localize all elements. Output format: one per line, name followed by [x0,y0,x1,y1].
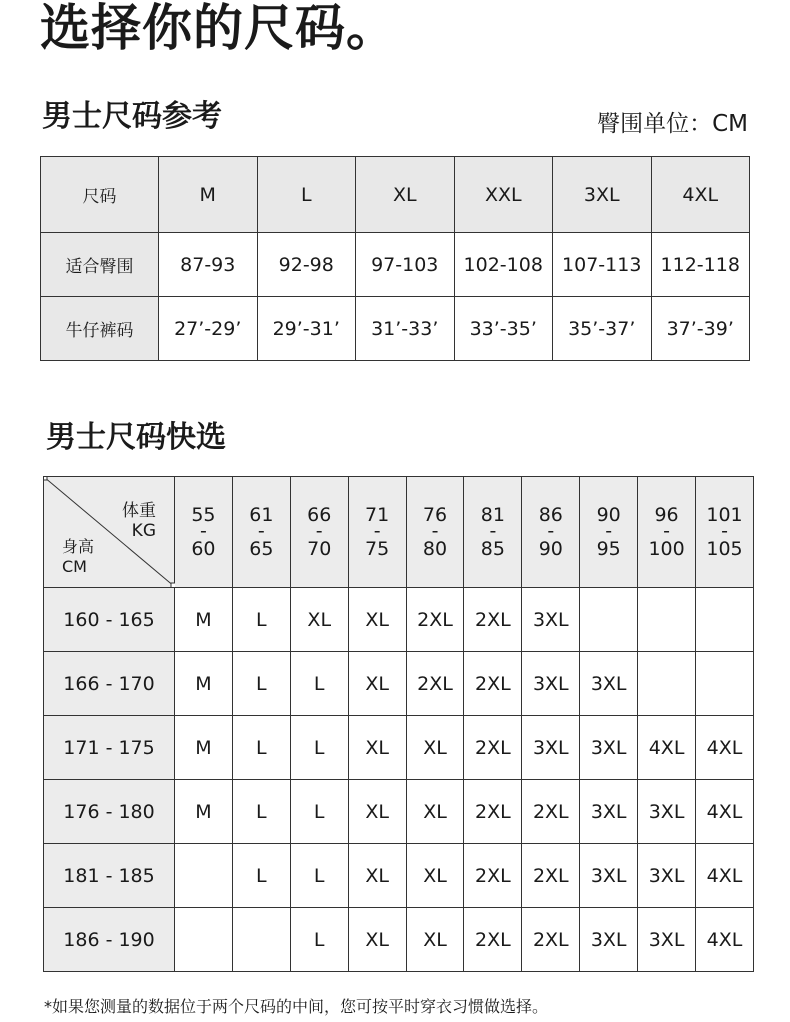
hip-cell: 112-118 [651,233,750,297]
size-cell: 4XL [696,780,754,844]
hip-cell: 92-98 [257,233,356,297]
weight-sep: - [373,520,381,542]
size-cell: 2XL [464,780,522,844]
size-header-cell: XL [356,157,455,233]
jeans-cell: 29’-31’ [257,297,356,361]
size-cell: XL [348,844,406,908]
weight-sep: - [605,520,613,542]
size-cell: L [232,716,290,780]
height-label-text: 身高 [62,537,95,556]
size-header-cell: 3XL [553,157,652,233]
size-cell: 2XL [406,588,464,652]
size-cell: 3XL [580,780,638,844]
height-range-cell: 181 - 185 [44,844,175,908]
height-label [62,537,94,577]
weight-label-text: 体重 [122,501,156,521]
weight-sep: - [489,520,497,542]
size-cell: L [232,588,290,652]
size-cell: 3XL [638,844,696,908]
weight-from: 96 [654,504,679,526]
weight-from: 86 [538,504,563,526]
weight-sep: - [721,520,728,542]
weight-to: 65 [249,538,274,560]
weight-to: 105 [706,538,743,560]
jeans-cell: 35’-37’ [553,297,652,361]
size-cell: XL [348,652,406,716]
height-range-cell: 176 - 180 [44,780,175,844]
size-cell: 3XL [522,716,580,780]
size-cell: 3XL [638,908,696,972]
weight-from: 66 [307,504,332,526]
weight-to: 75 [365,538,390,560]
size-cell: 2XL [464,716,522,780]
weight-to: 85 [480,538,505,560]
weight-sep: - [431,520,439,542]
size-cell: 2XL [406,652,464,716]
size-cell: M [175,716,233,780]
weight-header-cell [406,477,464,588]
height-row [44,908,754,972]
size-cell [175,908,233,972]
height-row [44,716,754,780]
weight-from: 71 [365,504,390,526]
size-cell [638,588,696,652]
quick-select-title: 男士尺码快选 [46,420,226,455]
height-range-cell: 171 - 175 [44,716,175,780]
size-cell: 3XL [522,652,580,716]
size-cell: 2XL [464,652,522,716]
weight-sep: - [547,520,555,542]
weight-to: 80 [422,538,448,560]
hip-cell: 97-103 [356,233,455,297]
size-header-cell: 4XL [651,157,750,233]
hip-row [41,233,750,297]
size-cell: XL [406,780,464,844]
size-cell: 2XL [522,844,580,908]
size-cell: L [290,908,348,972]
size-reference-table [40,156,750,361]
hip-cell: 107-113 [553,233,652,297]
page-title: 选择你的尺码。 [40,0,397,57]
hip-cell: 102-108 [454,233,553,297]
hip-cell: 87-93 [159,233,258,297]
weight-header-cell [175,477,233,588]
size-cell [175,844,233,908]
size-cell: XL [348,780,406,844]
quick-select-table [43,476,754,972]
weight-from: 81 [480,504,505,526]
size-cell: XL [348,908,406,972]
size-cell: L [290,844,348,908]
height-row [44,588,754,652]
weight-header-cell [232,477,290,588]
weight-header-row [44,477,754,588]
weight-to: 70 [307,538,332,560]
size-header-cell: L [257,157,356,233]
unit-note: 臀围单位：CM [597,111,748,137]
height-row [44,652,754,716]
size-cell: L [290,716,348,780]
weight-from: 61 [249,504,274,526]
weight-to: 100 [648,538,685,560]
size-cell [696,652,754,716]
weight-header-cell [290,477,348,588]
weight-sep: - [257,520,265,542]
weight-from: 101 [706,504,743,526]
size-reference-header-row [41,157,750,233]
weight-from: 90 [596,504,621,526]
size-cell: 3XL [580,844,638,908]
size-cell: L [232,844,290,908]
height-range-cell: 166 - 170 [44,652,175,716]
size-reference-title: 男士尺码参考 [42,99,222,134]
size-cell: XL [348,588,406,652]
size-cell: XL [348,716,406,780]
weight-sep: - [200,520,207,542]
size-cell: 2XL [464,844,522,908]
size-cell [638,652,696,716]
jeans-cell: 37’-39’ [651,297,750,361]
jeans-cell: 33’-35’ [454,297,553,361]
weight-to: 95 [596,538,621,560]
size-header-cell: XXL [454,157,553,233]
size-header-label: 尺码 [41,157,159,233]
size-cell: 3XL [580,908,638,972]
size-cell: L [232,780,290,844]
size-cell: M [175,780,233,844]
weight-sep: - [663,520,670,542]
weight-label [122,501,156,541]
weight-header-cell [696,477,754,588]
size-cell: XL [406,908,464,972]
size-cell [696,588,754,652]
height-row [44,780,754,844]
size-cell: 2XL [522,908,580,972]
size-cell: 4XL [638,716,696,780]
size-cell: 2XL [464,588,522,652]
weight-sep: - [315,520,323,542]
size-cell: M [175,652,233,716]
size-cell: 4XL [696,844,754,908]
size-cell: XL [290,588,348,652]
weight-header-cell [348,477,406,588]
height-range-cell: 186 - 190 [44,908,175,972]
size-cell: L [232,652,290,716]
size-cell: 3XL [580,652,638,716]
weight-header-cell [464,477,522,588]
height-unit-text: CM [62,557,87,576]
weight-from: 55 [191,504,216,526]
jeans-row-label: 牛仔裤码 [41,297,159,361]
size-header-cell: M [159,157,258,233]
size-cell: 2XL [522,780,580,844]
size-cell: 3XL [522,588,580,652]
jeans-row [41,297,750,361]
size-cell: 3XL [580,716,638,780]
footnote: *如果您测量的数据位于两个尺码的中间，您可按平时穿衣习惯做选择。 [44,997,549,1016]
weight-to: 60 [191,538,216,560]
size-cell: M [175,588,233,652]
weight-from: 76 [422,504,448,526]
size-cell: 3XL [638,780,696,844]
jeans-cell: 31’-33’ [356,297,455,361]
weight-header-cell [580,477,638,588]
jeans-cell: 27’-29’ [159,297,258,361]
size-cell: XL [406,844,464,908]
size-cell [232,908,290,972]
size-cell: 4XL [696,716,754,780]
weight-header-cell [522,477,580,588]
hip-row-label: 适合臀围 [41,233,159,297]
size-cell [580,588,638,652]
weight-unit-text: KG [131,521,156,541]
size-cell: L [290,780,348,844]
size-cell: L [290,652,348,716]
weight-to: 90 [538,538,563,560]
size-cell: XL [406,716,464,780]
weight-header-cell [638,477,696,588]
height-range-cell: 160 - 165 [44,588,175,652]
height-row [44,844,754,908]
size-cell: 2XL [464,908,522,972]
size-cell: 4XL [696,908,754,972]
corner-cell [44,477,175,588]
